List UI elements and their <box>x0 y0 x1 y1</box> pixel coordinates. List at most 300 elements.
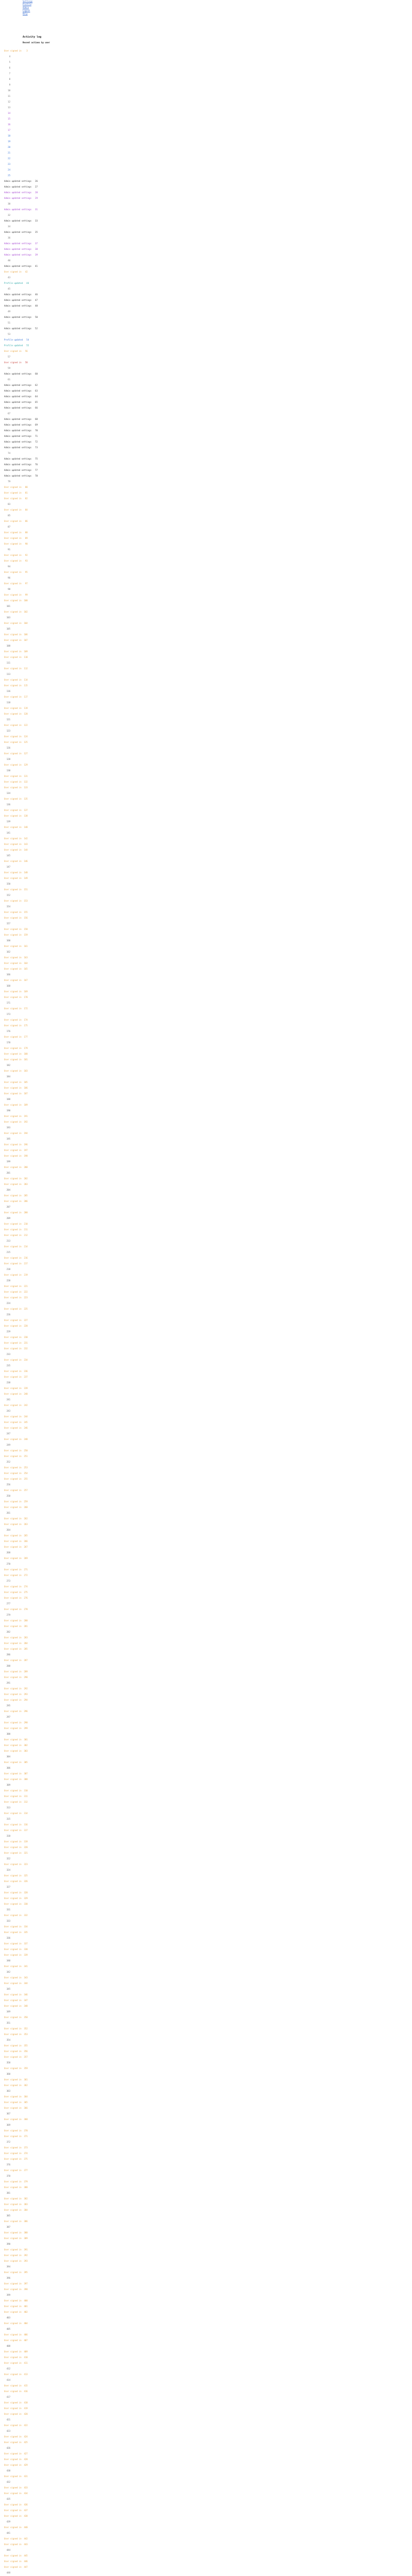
log-number: 206 <box>24 1200 28 1202</box>
log-row <box>4 1495 62 1500</box>
log-number: 68 <box>35 418 38 420</box>
log-message: User signed in <box>4 2390 22 2393</box>
log-message: Profile updated <box>4 282 23 284</box>
log-number: 340 <box>6 1959 10 1962</box>
log-row <box>4 1019 62 1024</box>
log-number: 126 <box>6 747 10 749</box>
log-number: 394 <box>6 2265 10 2268</box>
log-row <box>4 293 62 299</box>
log-number: 208 <box>24 1211 28 1214</box>
log-number: 164 <box>24 962 28 964</box>
log-row <box>4 645 62 650</box>
log-row <box>4 684 62 690</box>
log-row <box>4 514 62 520</box>
log-row <box>4 1835 62 1840</box>
log-number: 186 <box>24 1087 28 1089</box>
log-message: User signed in <box>4 1291 22 1293</box>
log-row <box>4 849 62 854</box>
log-number: 257 <box>24 1489 28 1492</box>
log-number: 127 <box>24 752 28 755</box>
log-row <box>4 1614 62 1619</box>
log-row <box>4 1942 62 1948</box>
log-number: 377 <box>24 2169 28 2172</box>
log-message: User signed in <box>4 1914 22 1917</box>
log-message: User signed in <box>4 1778 22 1781</box>
log-row <box>4 2141 62 2146</box>
log-number: 122 <box>24 724 28 726</box>
settings-link[interactable]: Settings <box>23 0 33 3</box>
log-message: User signed in <box>4 2566 22 2568</box>
log-message: User signed in <box>4 1177 22 1180</box>
log-number: 139 <box>6 820 10 823</box>
log-number: 220 <box>6 1279 10 1282</box>
log-number: 338 <box>24 1948 28 1951</box>
log-message: User signed in <box>4 1053 22 1055</box>
log-number: 227 <box>24 1319 28 1321</box>
log-number: 176 <box>6 1030 10 1032</box>
log-number: 48 <box>35 304 38 307</box>
log-row <box>4 1002 62 1007</box>
log-row <box>4 1840 62 1846</box>
log-row <box>4 259 62 265</box>
log-number: 295 <box>6 1704 10 1707</box>
log-message: User signed in <box>4 735 22 738</box>
log-row <box>4 49 62 55</box>
log-message: User signed in <box>4 900 22 902</box>
log-row <box>4 208 62 214</box>
log-row <box>4 2067 62 2073</box>
log-message: User signed in <box>4 752 22 755</box>
log-row <box>4 554 62 560</box>
log-message: User signed in <box>4 1948 22 1951</box>
log-row <box>4 860 62 866</box>
log-row <box>4 497 62 503</box>
log-number: 218 <box>6 1268 10 1270</box>
log-message: User signed in <box>4 1517 22 1520</box>
log-number: 344 <box>24 1982 28 1985</box>
log-row <box>4 1234 62 1240</box>
log-number: 129 <box>24 764 28 766</box>
log-number: 105 <box>6 628 10 630</box>
log-row <box>4 679 62 684</box>
log-number: 94 <box>8 565 10 568</box>
log-number: 234 <box>24 1359 28 1361</box>
log-row <box>4 956 62 962</box>
log-message: User signed in <box>4 1087 22 1089</box>
log-number: 195 <box>6 1138 10 1140</box>
log-number: 253 <box>24 1466 28 1469</box>
log-number: 130 <box>6 769 10 772</box>
log-number: 190 <box>6 1109 10 1112</box>
log-message: User signed in <box>4 1427 22 1429</box>
log-number: 25 <box>8 174 10 177</box>
log-row <box>4 446 62 452</box>
log-number: 401 <box>24 2305 28 2308</box>
log-number: 427 <box>24 2452 28 2455</box>
log-row <box>4 361 62 367</box>
log-row <box>4 83 62 89</box>
log-message: User signed in <box>4 2254 22 2257</box>
log-number: 179 <box>24 1047 28 1049</box>
log-number: 78 <box>35 474 38 477</box>
log-number: 415 <box>24 2384 28 2387</box>
log-number: 334 <box>24 1925 28 1928</box>
log-message: User signed in <box>4 1466 22 1469</box>
log-number: 239 <box>24 1387 28 1389</box>
log-number: 359 <box>24 2067 28 2070</box>
log-number: 71 <box>35 435 38 437</box>
log-number: 140 <box>24 826 28 828</box>
log-number: 225 <box>24 1308 28 1310</box>
log-row <box>4 2475 62 2481</box>
log-number: 386 <box>24 2220 28 2223</box>
log-row <box>4 1755 62 1761</box>
log-number: 102 <box>24 611 28 613</box>
log-message: User signed in <box>4 1642 22 1645</box>
profile-link[interactable]: Profile <box>23 3 31 6</box>
log-message: User signed in <box>4 2537 22 2540</box>
log-number: 294 <box>24 1699 28 1701</box>
log-message: User signed in <box>4 560 22 562</box>
log-number: 371 <box>24 2135 28 2138</box>
log-message: User signed in <box>4 684 22 687</box>
log-number: 325 <box>24 1874 28 1877</box>
log-number: 235 <box>6 1364 10 1367</box>
log-message: User signed in <box>4 2554 22 2557</box>
log-number: 226 <box>6 1313 10 1316</box>
log-row <box>4 1308 62 1313</box>
log-number: 342 <box>6 1971 10 1973</box>
log-number: 358 <box>6 2061 10 2064</box>
admin-link[interactable]: Admin <box>23 6 29 9</box>
log-message: User signed in <box>4 497 22 500</box>
log-row <box>4 2050 62 2056</box>
log-message: Admin updated settings <box>4 389 31 392</box>
log-row <box>4 1217 62 1223</box>
log-message: User signed in <box>4 1534 22 1537</box>
log-row <box>4 219 62 225</box>
log-row <box>4 2265 62 2271</box>
log-number: 148 <box>24 871 28 874</box>
log-message: User signed in <box>4 520 22 522</box>
log-row <box>4 1064 62 1070</box>
log-message: Admin updated settings <box>4 395 31 398</box>
log-row <box>4 2022 62 2027</box>
log-number: 157 <box>6 922 10 925</box>
log-number: 135 <box>24 798 28 800</box>
log-number: 413 <box>24 2373 28 2376</box>
log-number: 274 <box>24 1585 28 1588</box>
log-row <box>4 1081 62 1087</box>
log-number: 7 <box>9 72 10 75</box>
log-number: 288 <box>6 1665 10 1667</box>
log-number: 238 <box>6 1381 10 1384</box>
log-row <box>4 1976 62 1982</box>
log-row <box>4 1727 62 1733</box>
log-row <box>4 690 62 696</box>
log-message: Admin updated settings <box>4 474 31 477</box>
log-row <box>4 1030 62 1036</box>
log-message: Admin updated settings <box>4 372 31 375</box>
log-message: User signed in <box>4 1801 22 1803</box>
log-number: 373 <box>24 2146 28 2149</box>
log-number: 205 <box>24 1194 28 1197</box>
log-message: User signed in <box>4 2135 22 2138</box>
log-row <box>4 1342 62 1347</box>
log-row <box>4 1999 62 2005</box>
log-row <box>4 1189 62 1194</box>
log-number: 381 <box>6 2192 10 2194</box>
log-message: User signed in <box>4 1274 22 1276</box>
log-number: 399 <box>6 2294 10 2296</box>
log-number: 221 <box>24 1285 28 1287</box>
log-message: User signed in <box>4 1523 22 1526</box>
log-number: 144 <box>24 849 28 851</box>
log-row <box>4 1325 62 1330</box>
log-number: 364 <box>24 2095 28 2098</box>
log-number: 97 <box>25 582 28 585</box>
log-row <box>4 333 62 338</box>
log-number: 283 <box>24 1636 28 1639</box>
log-number: 331 <box>6 1908 10 1911</box>
log-row <box>4 2452 62 2458</box>
log-number: 188 <box>6 1098 10 1100</box>
log-message: User signed in <box>4 2299 22 2302</box>
log-number: 131 <box>24 775 28 777</box>
log-message: User signed in <box>4 1891 22 1894</box>
log-number: 403 <box>6 2316 10 2319</box>
log-message: User signed in <box>4 1942 22 1945</box>
log-row <box>4 2243 62 2248</box>
log-row <box>4 939 62 945</box>
log-message: User signed in <box>4 1812 22 1815</box>
log-row <box>4 1931 62 1937</box>
log-row <box>4 1557 62 1563</box>
log-number: 410 <box>24 2356 28 2359</box>
log-row <box>4 2566 62 2571</box>
log-number: 219 <box>24 1274 28 1276</box>
log-row <box>4 656 62 662</box>
log-row <box>4 310 62 316</box>
log-row <box>4 713 62 718</box>
log-number: 400 <box>24 2299 28 2302</box>
log-number: 388 <box>24 2231 28 2234</box>
log-row <box>4 1274 62 1279</box>
log-number: 265 <box>24 1534 28 1537</box>
log-row <box>4 1563 62 1568</box>
log-row <box>4 1670 62 1676</box>
log-number: 355 <box>24 2044 28 2047</box>
log-row <box>4 1285 62 1291</box>
log-number: 442 <box>24 2537 28 2540</box>
log-message: User signed in <box>4 764 22 766</box>
log-number: 310 <box>24 1789 28 1792</box>
log-row <box>4 894 62 900</box>
log-message: Admin updated settings <box>4 197 31 199</box>
log-row <box>4 1665 62 1670</box>
log-number: 51 <box>8 321 10 324</box>
log-number: 147 <box>6 866 10 868</box>
log-message: User signed in <box>4 2107 22 2109</box>
log-row <box>4 2260 62 2265</box>
log-row <box>4 1126 62 1132</box>
log-row <box>4 486 62 492</box>
log-message: User signed in <box>4 775 22 777</box>
log-row <box>4 1478 62 1483</box>
log-row <box>4 1710 62 1716</box>
log-number: 14 <box>8 112 10 114</box>
log-row <box>4 1971 62 1976</box>
log-message: User signed in <box>4 1376 22 1378</box>
log-row <box>4 1954 62 1959</box>
log-number: 391 <box>24 2248 28 2251</box>
log-row <box>4 2299 62 2305</box>
log-number: 299 <box>24 1727 28 1730</box>
log-row <box>4 168 62 174</box>
log-row <box>4 2424 62 2430</box>
log-number: 158 <box>24 928 28 930</box>
log-number: 273 <box>6 1580 10 1582</box>
log-number: 187 <box>24 1092 28 1095</box>
log-row <box>4 2532 62 2537</box>
log-number: 278 <box>24 1608 28 1611</box>
log-message: User signed in <box>4 270 22 273</box>
log-row <box>4 2311 62 2316</box>
log-message: User signed in <box>4 639 22 641</box>
log-number: 53 <box>8 333 10 335</box>
log-row <box>4 1461 62 1466</box>
log-row <box>4 2231 62 2237</box>
log-row <box>4 888 62 894</box>
log-row <box>4 1381 62 1387</box>
log-row <box>4 2118 62 2124</box>
help-link[interactable]: Help <box>23 12 28 15</box>
log-number: 174 <box>24 1019 28 1021</box>
log-message: User signed in <box>4 2413 22 2415</box>
log-number: 421 <box>6 2418 10 2421</box>
log-message: User signed in <box>4 1506 22 1509</box>
log-message: User signed in <box>4 531 22 534</box>
log-message: User signed in <box>4 656 22 658</box>
log-number: 175 <box>24 1024 28 1027</box>
log-number: 375 <box>24 2158 28 2160</box>
log-row <box>4 2056 62 2061</box>
log-row <box>4 1087 62 1092</box>
log-number: 44 <box>26 282 29 284</box>
log-number: 281 <box>24 1625 28 1628</box>
log-number: 216 <box>24 1257 28 1259</box>
log-message: Admin updated settings <box>4 242 31 245</box>
log-row <box>4 1070 62 1075</box>
log-number: 168 <box>6 985 10 987</box>
log-row <box>4 1115 62 1121</box>
log-number: 233 <box>6 1353 10 1355</box>
log-row <box>4 1857 62 1863</box>
log-number: 301 <box>24 1738 28 1741</box>
log-message: User signed in <box>4 2067 22 2070</box>
log-number: 306 <box>6 1767 10 1769</box>
log-row <box>4 1829 62 1835</box>
log-number: 242 <box>24 1404 28 1406</box>
log-row <box>4 2384 62 2390</box>
log-row <box>4 2209 62 2214</box>
log-message: User signed in <box>4 2044 22 2047</box>
log-message: Admin updated settings <box>4 219 31 222</box>
log-row <box>4 1733 62 1738</box>
log-row <box>4 1104 62 1109</box>
log-number: 66 <box>35 406 38 409</box>
log-number: 232 <box>24 1347 28 1350</box>
log-row <box>4 1767 62 1772</box>
log-row <box>4 594 62 599</box>
log-number: 424 <box>24 2435 28 2438</box>
log-row <box>4 1682 62 1687</box>
log-row <box>4 1415 62 1421</box>
log-row <box>4 378 62 384</box>
log-number: 365 <box>24 2101 28 2104</box>
log-row <box>4 2186 62 2192</box>
log-number: 163 <box>24 956 28 959</box>
log-number: 244 <box>24 1415 28 1418</box>
log-message: User signed in <box>4 934 22 936</box>
log-number: 241 <box>6 1398 10 1401</box>
log-message: User signed in <box>4 1194 22 1197</box>
log-number: 99 <box>25 594 28 596</box>
log-message: User signed in <box>4 2231 22 2234</box>
log-message: Admin updated settings <box>4 384 31 386</box>
log-number: 198 <box>24 1155 28 1157</box>
log-message: User signed in <box>4 1982 22 1985</box>
log-message: User signed in <box>4 582 22 585</box>
log-number: 123 <box>6 730 10 732</box>
log-number: 372 <box>6 2141 10 2143</box>
log-message: User signed in <box>4 2356 22 2359</box>
log-number: 152 <box>6 894 10 896</box>
log-number: 18 <box>8 134 10 137</box>
log-message: User signed in <box>4 2005 22 2007</box>
log-message: User signed in <box>4 2237 22 2240</box>
log-number: 49 <box>8 310 10 313</box>
log-number: 303 <box>24 1750 28 1752</box>
log-row <box>4 1750 62 1755</box>
log-row <box>4 565 62 571</box>
log-row <box>4 191 62 197</box>
log-number: 302 <box>24 1744 28 1747</box>
log-message: User signed in <box>4 2464 22 2466</box>
log-number: 311 <box>24 1795 28 1798</box>
log-number: 312 <box>24 1801 28 1803</box>
log-message: User signed in <box>4 1024 22 1027</box>
log-row <box>4 1625 62 1631</box>
log-row <box>4 662 62 667</box>
log-row <box>4 1438 62 1444</box>
log-row <box>4 2492 62 2498</box>
logout-link[interactable]: Logout <box>23 9 30 12</box>
log-row <box>4 968 62 973</box>
log-row <box>4 820 62 826</box>
log-number: 146 <box>24 860 28 862</box>
log-row <box>4 837 62 843</box>
log-number: 402 <box>24 2311 28 2313</box>
log-row <box>4 1432 62 1438</box>
log-row <box>4 2367 62 2373</box>
log-message: User signed in <box>4 928 22 930</box>
log-message: User signed in <box>4 2543 22 2546</box>
log-number: 309 <box>6 1784 10 1786</box>
log-number: 118 <box>6 701 10 704</box>
log-message: User signed in <box>4 2084 22 2087</box>
log-row <box>4 599 62 605</box>
